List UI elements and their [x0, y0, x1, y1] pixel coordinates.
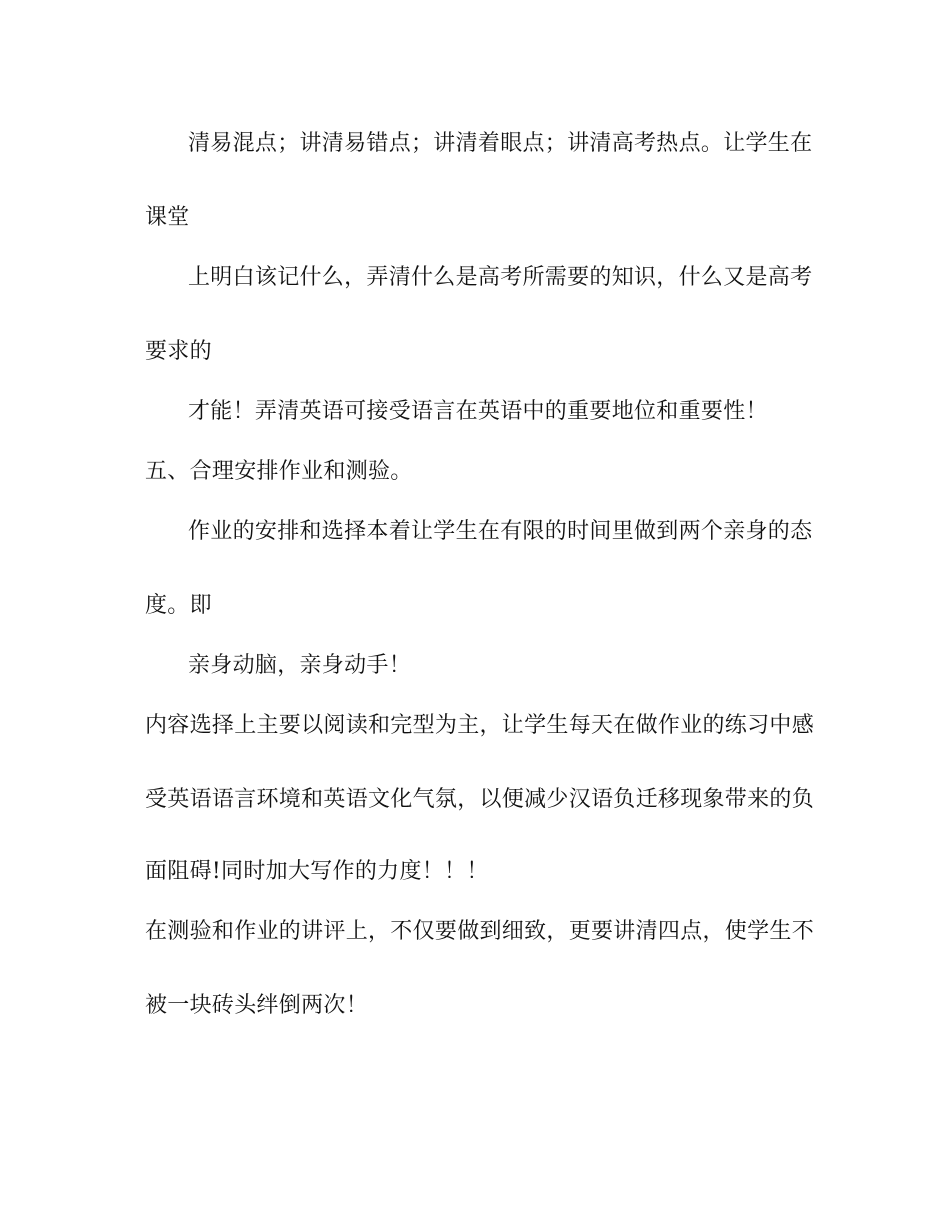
text-line: 清易混点；讲清易错点；讲清着眼点；讲清高考热点。让学生在 — [188, 131, 813, 156]
text-line: 内容选择上主要以阅读和完型为主，让学生每天在做作业的练习中感 — [145, 713, 815, 738]
text-line: 上明白该记什么，弄清什么是高考所需要的知识，什么又是高考 — [188, 265, 813, 290]
text-line: 才能！弄清英语可接受语言在英语中的重要地位和重要性！ — [188, 399, 768, 424]
text-line: 受英语语言环境和英语文化气氛，以便减少汉语负迁移现象带来的负 — [145, 787, 815, 812]
text-line: 作业的安排和选择本着让学生在有限的时间里做到两个亲身的态 — [188, 519, 813, 544]
text-line: 要求的 — [145, 339, 212, 364]
text-line: 课堂 — [145, 205, 190, 230]
text-line: 在测验和作业的讲评上，不仅要做到细致，更要讲清四点，使学生不 — [145, 919, 815, 944]
text-line: 面阻碍!同时加大写作的力度！！！ — [145, 859, 489, 884]
text-line: 亲身动脑，亲身动手！ — [188, 653, 412, 678]
section-heading: 五、合理安排作业和测验。 — [145, 459, 413, 484]
text-line: 度。即 — [145, 593, 212, 618]
text-line: 被一块砖头绊倒两次！ — [145, 993, 369, 1018]
